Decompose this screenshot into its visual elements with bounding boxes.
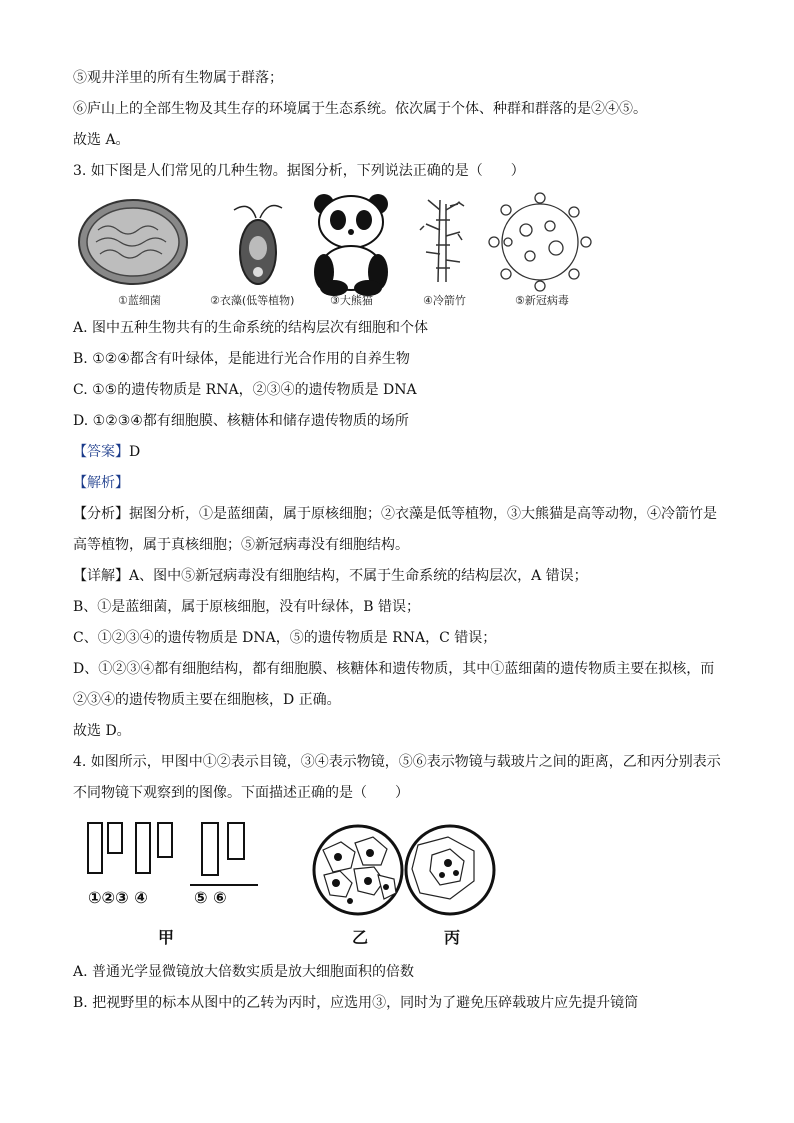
- option-b: B. 把视野里的标本从图中的乙转为丙时，应选用③，同时为了避免压碎载玻片应先提升镜筒: [73, 995, 639, 1011]
- lens-numbers-left: ①②③ ④: [88, 888, 148, 907]
- option-d: D. ①②③④都有细胞膜、核糖体和储存遗传物质的场所: [73, 413, 409, 429]
- detail-line: C、①②③④的遗传物质是 DNA，⑤的遗传物质是 RNA，C 错误；: [73, 630, 497, 646]
- option-b: B. ①②④都含有叶绿体，是能进行光合作用的自养生物: [73, 351, 410, 367]
- fenxi-text: 据图分析，①是蓝细菌，属于原核细胞；②衣藻是低等植物，③大熊猫是高等动物，④冷箭竹是: [129, 506, 717, 522]
- analysis-heading: [73, 473, 129, 493]
- lens-numbers-right: ⑤ ⑥: [194, 888, 227, 907]
- fenxi-tag: 【分析】: [73, 506, 129, 522]
- text-line: ⑥庐山上的全部生物及其生存的环境属于生态系统。依次属于个体、种群和群落的是②④⑤。: [73, 101, 647, 117]
- question-4: 4. 如图所示，甲图中①②表示目镜，③④表示物镜，⑤⑥表示物镜与载玻片之间的距离，乙和丙分别表示: [73, 754, 721, 770]
- lens-drawing: [88, 823, 258, 885]
- text-line: 故选 D。: [73, 723, 131, 739]
- bamboo-drawing: [420, 200, 464, 282]
- detail-line: B、①是蓝细菌，属于原核细胞，没有叶绿体，B 错误；: [73, 599, 421, 615]
- option-c: C. ①⑤的遗传物质是 RNA，②③④的遗传物质是 DNA: [73, 382, 417, 398]
- view-bing-drawing: [406, 826, 494, 914]
- figure-caption: ④冷箭竹: [423, 294, 466, 307]
- analysis-line: 高等植物，属于真核细胞；⑤新冠病毒没有细胞结构。: [73, 537, 409, 553]
- coronavirus-drawing: [489, 193, 591, 291]
- figure-caption: ①蓝细菌: [118, 294, 161, 307]
- text-line: 故选 A。: [73, 132, 130, 148]
- detail-line: ②③④的遗传物质主要在细胞核，D 正确。: [73, 692, 341, 708]
- figure-caption: ②衣藻(低等植物): [210, 294, 295, 307]
- cyanobacteria-drawing: [79, 200, 187, 284]
- question-3: 3. 如下图是人们常见的几种生物。据图分析，下列说法正确的是（ ）: [73, 163, 525, 179]
- text-line: ⑤观井洋里的所有生物属于群落；: [73, 70, 283, 86]
- option-a: A. 普通光学显微镜放大倍数实质是放大细胞面积的倍数: [73, 964, 415, 980]
- xiangjie-text: A、图中⑤新冠病毒没有细胞结构，不属于生命系统的结构层次，A 错误；: [129, 568, 588, 584]
- xiangjie-tag: 【详解】: [73, 568, 129, 584]
- question-4-cont: 不同物镜下观察到的图像。下面描述正确的是（ ）: [73, 785, 409, 801]
- answer-line: [73, 442, 140, 462]
- figure-caption: ⑤新冠病毒: [515, 294, 569, 307]
- figure-caption: ③大熊猫: [330, 294, 373, 307]
- analysis-line: [73, 504, 717, 524]
- panda-drawing: [314, 194, 388, 296]
- chlamydomonas-drawing: [234, 206, 282, 284]
- option-a: A. 图中五种生物共有的生命系统的结构层次有细胞和个体: [73, 320, 429, 336]
- analysis-tag: 【解析】: [73, 475, 129, 491]
- detail-line: [73, 566, 588, 586]
- figure-label-yi: 乙: [352, 928, 369, 947]
- answer-value: D: [129, 444, 141, 460]
- detail-line: D、①②③④都有细胞结构，都有细胞膜、核糖体和遗传物质，其中①蓝细菌的遗传物质主要在拟核，而: [73, 661, 715, 677]
- view-yi-drawing: [314, 826, 402, 914]
- answer-tag: 【答案】: [73, 444, 129, 460]
- figure-label-bing: 丙: [444, 928, 461, 947]
- figure-label-jia: 甲: [158, 928, 175, 947]
